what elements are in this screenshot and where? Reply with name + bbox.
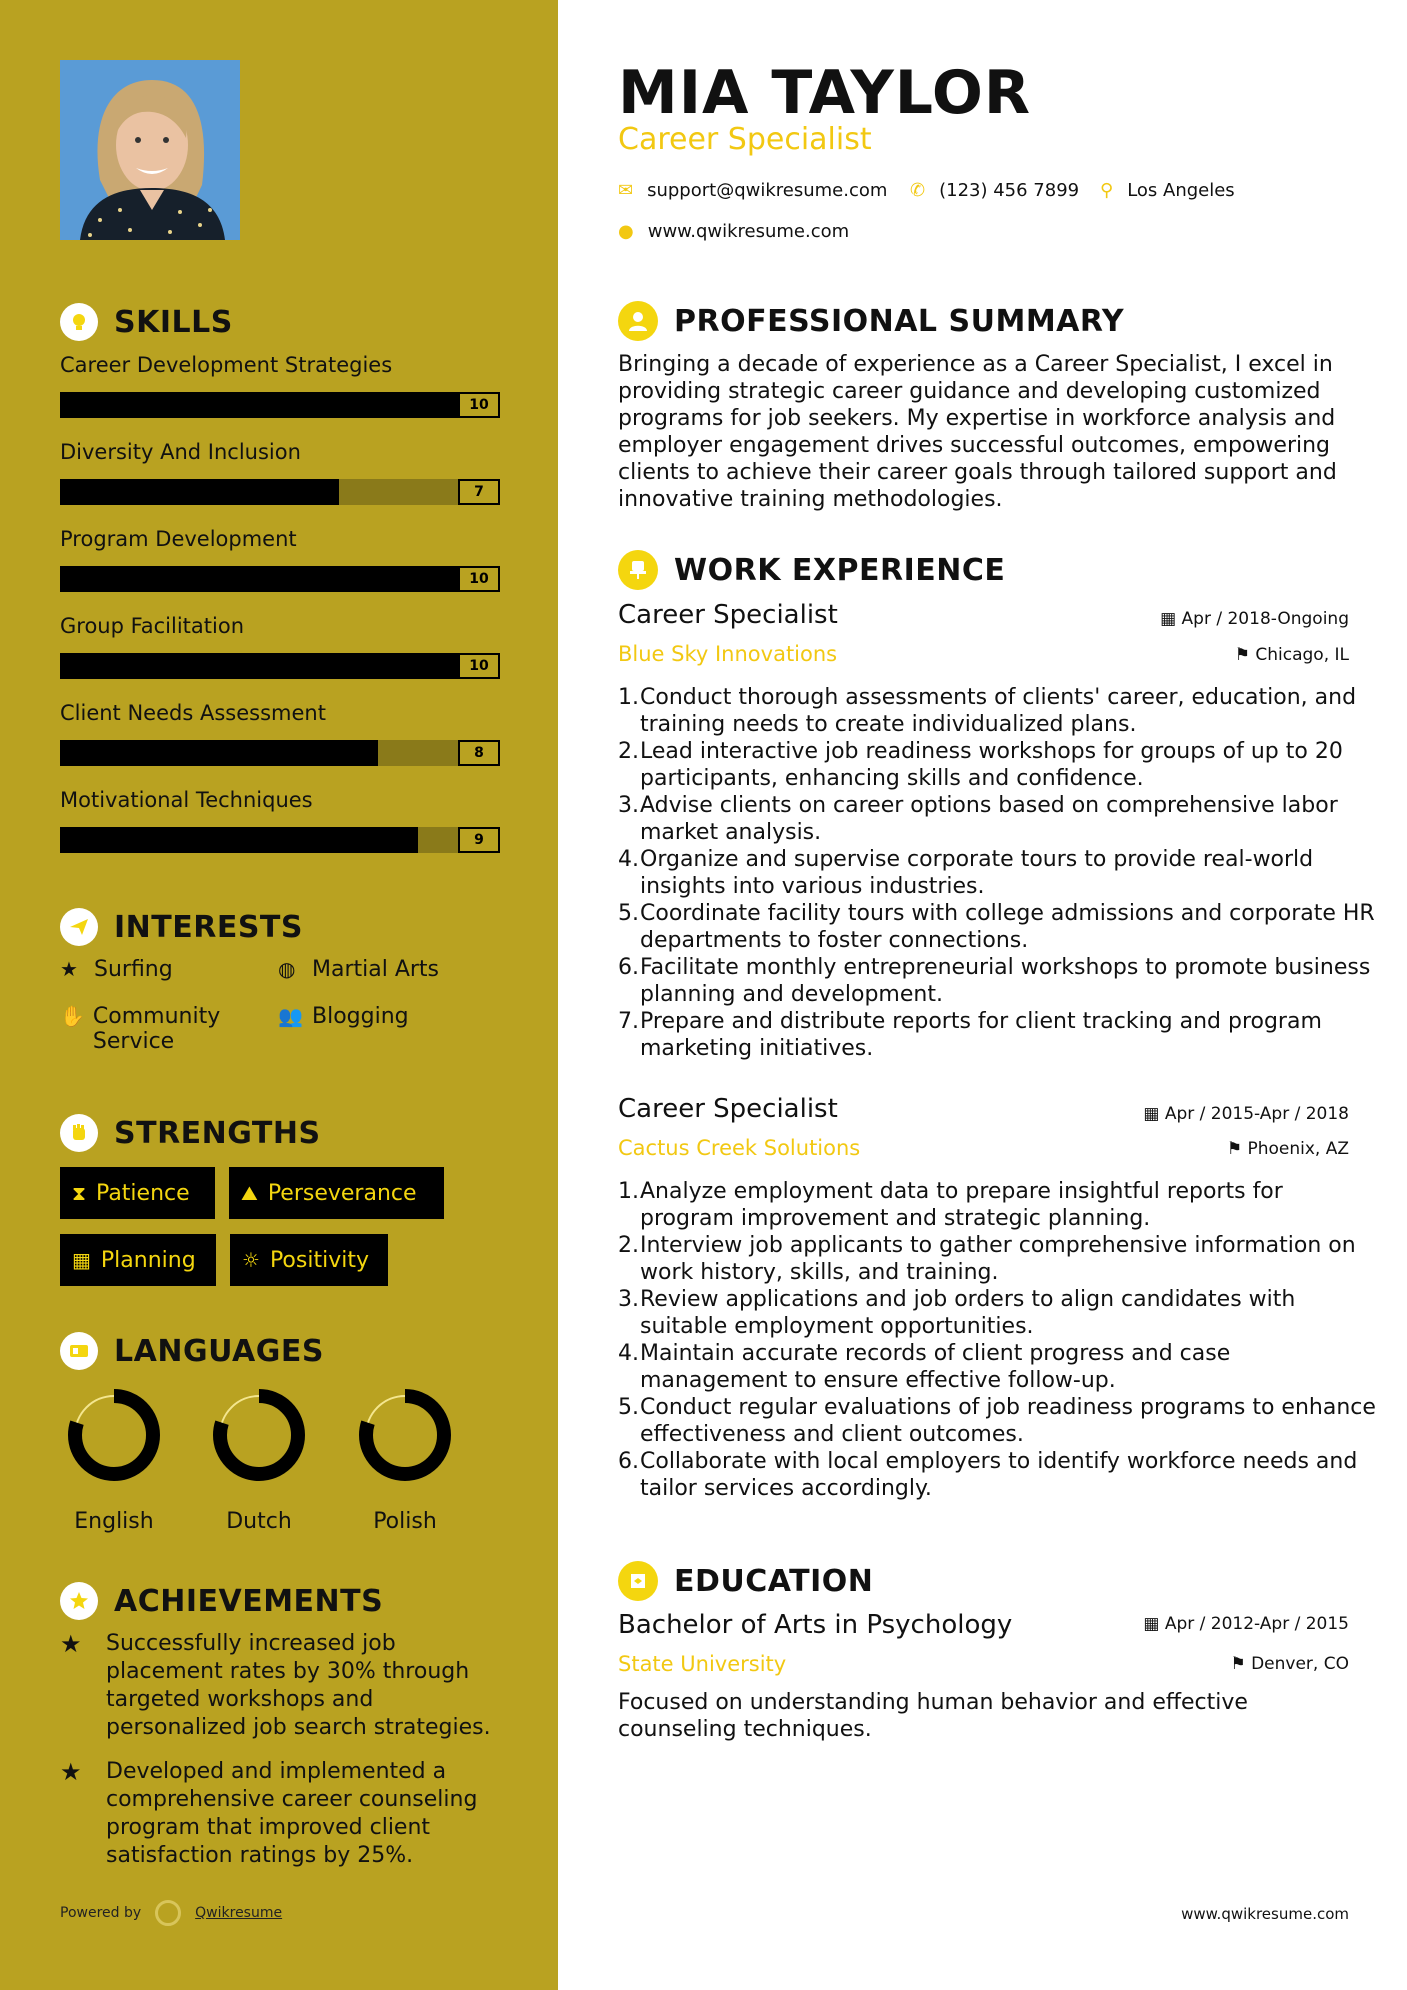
achievement-item <box>60 1630 500 1742</box>
envelope-icon: ✉ <box>618 180 634 201</box>
powered-by-label: Powered by <box>60 1905 142 1921</box>
job-company: Blue Sky Innovations <box>618 642 838 666</box>
strength-tag <box>60 1167 215 1219</box>
language-item <box>350 1385 460 1534</box>
achievement-text: Developed and implemented a comprehensive career counseling program that improved client satisfaction ratings by 25%. <box>106 1759 478 1868</box>
job-dates: ▦ Apr / 2015-Apr / 2018 <box>1143 1104 1349 1124</box>
qwikresume-logo-icon <box>155 1900 181 1926</box>
skill-label: Diversity And Inclusion <box>60 440 301 464</box>
strength-tag <box>60 1234 216 1286</box>
skill-item <box>60 524 500 592</box>
interest-item <box>60 957 173 982</box>
job-dates: ▦ Apr / 2018-Ongoing <box>1160 609 1349 629</box>
interest-label: Blogging <box>312 1004 409 1029</box>
skill-fill <box>60 392 458 418</box>
language-ring <box>355 1385 455 1485</box>
skill-fill <box>60 479 339 505</box>
calendar-icon: ▦ <box>72 1248 91 1272</box>
skill-item <box>60 698 500 766</box>
skill-level: 10 <box>458 392 500 418</box>
user-icon <box>618 301 658 341</box>
pin-icon: ⚑ <box>1226 1139 1248 1159</box>
skill-fill <box>60 827 418 853</box>
interest-label: Surfing <box>94 957 173 982</box>
interest-item <box>60 1004 260 1054</box>
list-item: 7. Prepare and distribute reports for client tracking and program marketing initiatives. <box>618 1009 1322 1061</box>
language-label: Dutch <box>226 1509 292 1534</box>
globe-icon: ◍ <box>278 957 296 981</box>
skills-title: SKILLS <box>114 304 233 340</box>
website-text: www.qwikresume.com <box>647 221 850 242</box>
education-location: ⚑ Denver, CO <box>1230 1654 1349 1674</box>
skill-level: 8 <box>458 740 500 766</box>
skill-label: Client Needs Assessment <box>60 701 326 725</box>
list-item: 2. Interview job applicants to gather comprehensive information on work history, skills, and training. <box>618 1233 1356 1285</box>
achievement-text: Successfully increased job placement rates by 30% through targeted workshops and personalized job search strategies. <box>106 1631 491 1740</box>
skill-level: 10 <box>458 653 500 679</box>
contact-website[interactable] <box>618 221 849 242</box>
lightbulb-icon <box>60 303 98 341</box>
skill-item <box>60 785 500 853</box>
contact-location <box>1100 180 1235 201</box>
footer-url[interactable]: www.qwikresume.com <box>1181 1905 1349 1923</box>
list-item: 1. Analyze employment data to prepare insightful reports for program improvement and strategic planning. <box>618 1179 1283 1231</box>
sun-icon: ☼ <box>242 1248 260 1272</box>
skill-fill <box>60 566 458 592</box>
fist-icon <box>60 1114 98 1152</box>
powered-by <box>60 1900 282 1926</box>
language-label: Polish <box>373 1509 437 1534</box>
contact-phone[interactable] <box>910 180 1079 201</box>
interests-title: INTERESTS <box>114 909 303 945</box>
skill-label: Group Facilitation <box>60 614 245 638</box>
location-text: Los Angeles <box>1127 180 1235 201</box>
road-icon: ⛰ <box>241 1181 258 1205</box>
paper-plane-icon <box>60 908 98 946</box>
calendar-icon: ▦ <box>1143 1104 1165 1124</box>
language-item <box>204 1385 314 1534</box>
candidate-name: MIA TAYLOR <box>618 58 1032 128</box>
main-content <box>558 0 1407 1990</box>
education-description: Focused on understanding human behavior and effective counseling techniques. <box>618 1690 1248 1742</box>
language-ring <box>64 1385 164 1485</box>
strength-label: Perseverance <box>267 1180 417 1206</box>
list-item: 4. Organize and supervise corporate tours to provide real-world insights into various industries. <box>618 847 1314 899</box>
experience-title: WORK EXPERIENCE <box>674 552 1006 588</box>
language-icon <box>60 1332 98 1370</box>
calendar-icon: ▦ <box>1160 609 1182 629</box>
strength-label: Patience <box>96 1180 190 1206</box>
strengths-title: STRENGTHS <box>114 1115 321 1151</box>
skill-level: 10 <box>458 566 500 592</box>
star-icon: ★ <box>60 957 78 981</box>
skill-item <box>60 611 500 679</box>
qwikresume-link[interactable]: Qwikresume <box>195 1905 283 1921</box>
graduation-icon <box>618 1561 658 1601</box>
summary-heading <box>618 301 1124 341</box>
candidate-role: Career Specialist <box>618 122 872 157</box>
strengths-heading <box>60 1114 321 1152</box>
job-title: Career Specialist <box>618 1094 838 1124</box>
skill-item <box>60 437 500 505</box>
skill-level: 9 <box>458 827 500 853</box>
experience-heading <box>618 550 1005 590</box>
skill-label: Program Development <box>60 527 297 551</box>
email-text: support@qwikresume.com <box>647 180 888 201</box>
interest-label: Community Service <box>92 1004 221 1054</box>
skill-bar <box>60 392 500 418</box>
pin-icon: ⚑ <box>1230 1654 1252 1674</box>
skill-fill <box>60 740 378 766</box>
users-icon: 👥 <box>278 1004 303 1028</box>
skill-level: 7 <box>458 479 500 505</box>
contact-email[interactable] <box>618 180 887 201</box>
education-dates: ▦ Apr / 2012-Apr / 2015 <box>1143 1614 1349 1634</box>
skill-bar <box>60 566 500 592</box>
list-item: 2. Lead interactive job readiness workshops for groups of up to 20 participants, enhancing skills and confidence. <box>618 739 1343 791</box>
education-heading <box>618 1561 873 1601</box>
skill-label: Motivational Techniques <box>60 788 313 812</box>
skill-bar <box>60 740 500 766</box>
achievement-item <box>60 1758 500 1870</box>
interests-heading <box>60 908 303 946</box>
job-title: Career Specialist <box>618 600 838 630</box>
strength-tag <box>229 1167 444 1219</box>
interest-item <box>278 957 439 982</box>
globe-icon: ● <box>618 221 634 242</box>
calendar-icon: ▦ <box>1143 1614 1165 1634</box>
job-bullets <box>618 1178 1378 1502</box>
education-title: EDUCATION <box>674 1563 874 1599</box>
school-name: State University <box>618 1652 787 1676</box>
hourglass-icon: ⧗ <box>72 1181 87 1205</box>
languages-title: LANGUAGES <box>114 1333 324 1369</box>
job-location: ⚑ Chicago, IL <box>1234 645 1349 665</box>
hand-icon: ✋ <box>60 1004 85 1028</box>
profile-photo <box>60 60 240 240</box>
list-item: 1. Conduct thorough assessments of clients' career, education, and training needs to create individualized plans. <box>618 685 1357 737</box>
skill-fill <box>60 653 458 679</box>
phone-icon: ✆ <box>910 180 926 201</box>
office-chair-icon <box>618 550 658 590</box>
sidebar <box>0 0 558 1990</box>
strength-tag <box>230 1234 388 1286</box>
portrait-image <box>60 60 240 240</box>
list-item: 5. Coordinate facility tours with college admissions and corporate HR departments to foster connections. <box>618 901 1375 953</box>
job-location: ⚑ Phoenix, AZ <box>1226 1139 1349 1159</box>
skill-bar <box>60 479 500 505</box>
list-item: 6. Facilitate monthly entrepreneurial workshops to promote business planning and development. <box>618 955 1371 1007</box>
trophy-star-icon <box>60 1582 98 1620</box>
phone-text: (123) 456 7899 <box>939 180 1080 201</box>
shooting-star-icon: ★ <box>60 1758 82 1786</box>
summary-title: PROFESSIONAL SUMMARY <box>674 303 1125 339</box>
skill-bar <box>60 827 500 853</box>
shooting-star-icon: ★ <box>60 1630 82 1658</box>
pin-icon: ⚑ <box>1234 645 1256 665</box>
language-label: English <box>74 1509 154 1534</box>
interest-item <box>278 1004 409 1029</box>
list-item: 6. Collaborate with local employers to identify workforce needs and tailor services accordingly. <box>618 1449 1358 1501</box>
skill-item <box>60 350 500 418</box>
interest-label: Martial Arts <box>312 957 440 982</box>
skill-label: Career Development Strategies <box>60 353 393 377</box>
achievements-heading <box>60 1582 383 1620</box>
map-pin-icon: ⚲ <box>1100 180 1114 201</box>
achievements-title: ACHIEVEMENTS <box>114 1583 384 1619</box>
degree-title: Bachelor of Arts in Psychology <box>618 1610 1013 1640</box>
languages-heading <box>60 1332 324 1370</box>
strength-label: Planning <box>100 1247 196 1273</box>
strength-label: Positivity <box>269 1247 369 1273</box>
summary-text: Bringing a decade of experience as a Career Specialist, I excel in providing strategic career guidance and developing customized programs for job seekers. My expertise in workforce analysis and employer engagement drives successful outcomes, empowering clients to achieve their career goals through tailored support and innovative training methodologies. <box>618 352 1337 512</box>
list-item: 3. Advise clients on career options based on comprehensive labor market analysis. <box>618 793 1338 845</box>
job-company: Cactus Creek Solutions <box>618 1136 861 1160</box>
list-item: 3. Review applications and job orders to align candidates with suitable employment opportunities. <box>618 1287 1296 1339</box>
list-item: 4. Maintain accurate records of client progress and case management to ensure effective follow-up. <box>618 1341 1231 1393</box>
language-item <box>59 1385 169 1534</box>
list-item: 5. Conduct regular evaluations of job readiness programs to enhance effectiveness and client outcomes. <box>618 1395 1376 1447</box>
language-ring <box>209 1385 309 1485</box>
job-bullets <box>618 684 1378 1062</box>
skills-heading <box>60 303 233 341</box>
skill-bar <box>60 653 500 679</box>
